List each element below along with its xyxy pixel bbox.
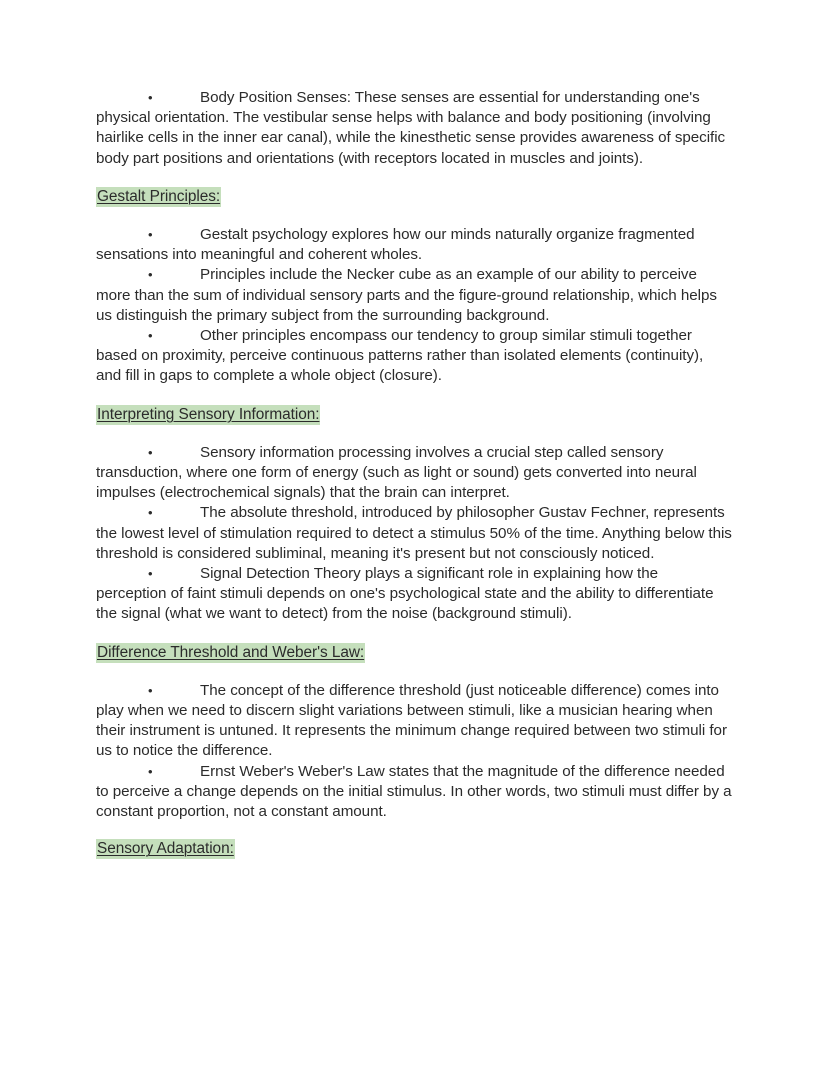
section-heading-row [96,643,732,663]
bullet-paragraph [96,564,732,625]
bullet-paragraph [96,443,732,504]
bullet-glyph: • [148,90,153,105]
spacer [96,625,732,643]
spacer [96,169,732,187]
bullet-paragraph [96,225,732,265]
bullet-paragraph [96,88,732,169]
bullet-glyph: • [148,682,153,698]
bullet-glyph: • [148,267,153,283]
section-heading-interpreting-sensory-information: Interpreting Sensory Information: [97,405,320,423]
bullet-glyph: • [148,227,153,243]
bullet-text: Signal Detection Theory plays a significant role in explaining how the perception of faint stimuli depends on one's psychological state and the ability to differentiate the signal (what we want to detect) from the noise (background stimuli). [96,565,714,623]
bullet-text: Gestalt psychology explores how our minds naturally organize fragmented sensations into meaningful and coherent wholes. [96,226,695,264]
document-body [96,88,732,860]
section-heading-difference-threshold-and-webers-law: Difference Threshold and Weber's Law: [97,643,365,661]
bullet-glyph: • [148,763,153,779]
bullet-glyph: • [148,505,153,521]
spacer [96,387,732,405]
bullet-glyph: • [148,328,153,344]
bullet-glyph: • [148,566,153,582]
bullet-paragraph [96,503,732,564]
section-heading-row [96,405,732,425]
bullet-text: Ernst Weber's Weber's Law states that the magnitude of the difference needed to perceive a change depends on the initial stimulus. In other words, two stimuli must differ by a constant proportion, not a constant amount. [96,762,732,821]
bullet-text: The absolute threshold, introduced by philosopher Gustav Fechner, represents the lowest level of stimulation required to detect a stimulus 50% of the time. Anything below this threshold is considered subliminal, meaning it's present but not consciously noticed. [96,504,732,562]
bullet-paragraph [96,681,732,762]
section-heading-sensory-adaptation: Sensory Adaptation: [97,840,234,858]
section-heading-row [96,839,732,859]
bullet-text: Principles include the Necker cube as an example of our ability to perceive more than the sum of individual sensory parts and the figure-ground relationship, which helps us distinguish the primary subject from the surrounding background. [96,266,717,324]
bullet-paragraph [96,326,732,387]
section-heading-row [96,187,732,207]
bullet-glyph: • [148,444,153,460]
bullet-paragraph [96,762,732,823]
bullet-paragraph [96,265,732,326]
bullet-text: Other principles encompass our tendency to group similar stimuli together based on proximity, perceive continuous patterns rather than isolated elements (continuity), and fill in gaps to complete a whole object (closure). [96,327,704,385]
spacer [96,822,732,839]
spacer [96,207,732,225]
bullet-text: The concept of the difference threshold (just noticeable difference) comes into play when we need to discern slight variations between stimuli, like a musician hearing when their instrument is untuned. It represents the minimum change required between two stimuli for us to notice the difference. [96,681,727,760]
bullet-text: Sensory information processing involves a crucial step called sensory transduction, where one form of energy (such as light or sound) gets converted into neural impulses (electrochemical signals) that the brain can interpret. [96,443,697,502]
spacer [96,425,732,443]
spacer [96,663,732,681]
bullet-text: Body Position Senses: These senses are essential for understanding one's physical orientation. The vestibular sense helps with balance and body positioning (involving hairlike cells in the inner ear canal), while the kinesthetic sense provides awareness of specific body part positions and orientations (with receptors located in muscles and joints). [96,89,726,167]
section-heading-gestalt-principles: Gestalt Principles: [97,187,221,205]
